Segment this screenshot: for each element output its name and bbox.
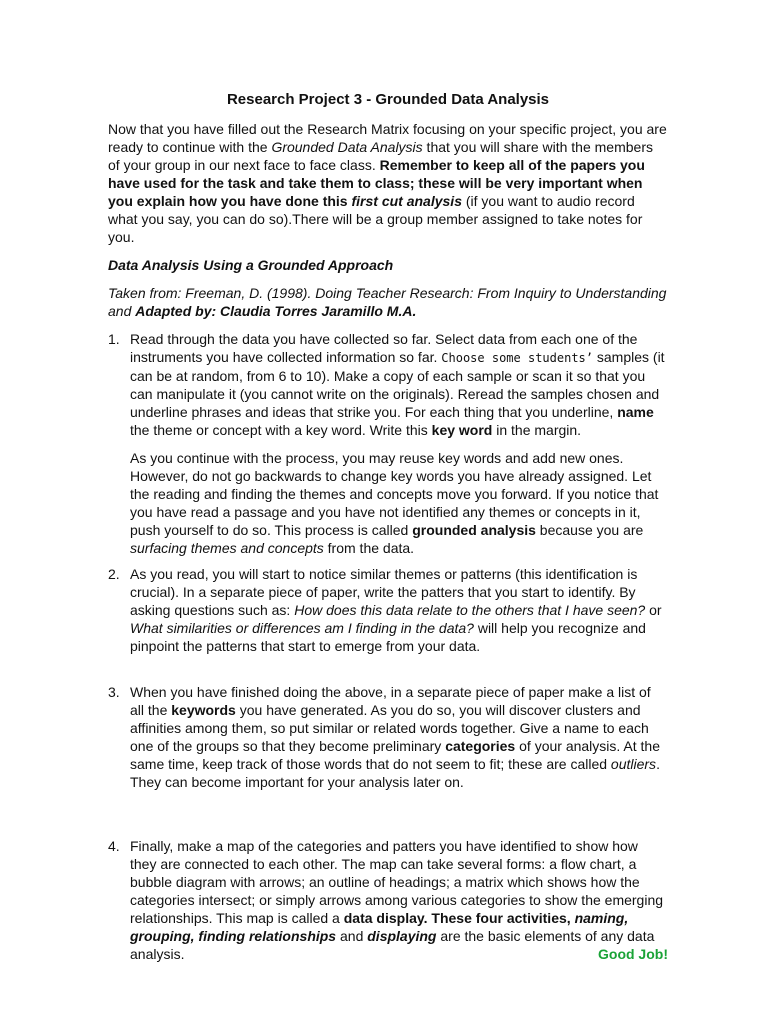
item-text-part: As you read, you will start to notice similar themes or patterns (this identification is crucial). In a separate piece of paper, write the patters that you start to identify. By asking questions such as: (130, 566, 638, 618)
list-item (108, 565, 668, 655)
item-italic: outliers (610, 756, 657, 772)
steps-list (108, 330, 668, 963)
item-text-part: the theme or concept with a key word. Write this (130, 422, 432, 438)
intro-text: (if you want to audio record what you say, you can do so).There will be a group member assigned to take notes for you. (108, 193, 643, 245)
item-bold-italic: displaying (367, 928, 437, 944)
item-bold: name (617, 404, 654, 420)
intro-text: Now that you have filled out the Research Matrix focusing on your specific project, you are ready to continue with the (108, 121, 667, 155)
page-title: Research Project 3 - Grounded Data Analysis (226, 91, 550, 108)
item-bold: key word (431, 422, 493, 438)
source-citation (108, 284, 668, 320)
item-text-part: . They can become important for your analysis later on. (130, 756, 660, 790)
item-bold: keywords (171, 702, 236, 718)
list-item (108, 837, 668, 963)
item-number: 1. (108, 331, 120, 347)
item-text (130, 837, 668, 963)
list-item (108, 330, 668, 557)
item-text-part: in the margin. (492, 422, 582, 438)
item-text-part: As you continue with the process, you may reuse key words and add new ones. However, do not go backwards to change key words you have already assigned. Let the reading and finding the themes and concepts move you forward. If you notice that you have read a passage and you have not identified any themes or concepts in it, push yourself to do so. This process is called (130, 450, 659, 538)
section-title: Data Analysis Using a Grounded Approach (108, 257, 394, 273)
item-number: 3. (108, 684, 120, 700)
list-item (108, 683, 668, 791)
intro-emphasis: Grounded Data Analysis (271, 139, 423, 155)
item-text-part: Read through the data you have collected so far. Select data from each one of the instruments you have collected information so far. (130, 331, 638, 365)
item-text-part: or (645, 602, 662, 618)
item-text-part: Finally, make a map of the categories and patters you have identified to show how they are connected to each other. The map can take several forms: a flow chart, a bubble diagram with arrows; an outline of headings; a matrix which shows how the categories intersect; or simply arrows among various categories to show the emerging relationships. This map is called a (130, 838, 664, 926)
item-text-part: because you are (535, 522, 644, 538)
item-bold-italic: naming, grouping, finding relationships (130, 910, 629, 944)
item-text-part: and (336, 928, 368, 944)
intro-bold-italic: first cut analysis (351, 193, 462, 209)
item-bold: grounded analysis (412, 522, 536, 538)
item-text-part: you have generated. As you do so, you will discover clusters and affinities among them, so put similar or related words together. Give a name to each one of the groups so that they become preliminary (130, 702, 649, 754)
item-text-part: of your analysis. At the same time, keep track of those words that do not seem to fit; these are called (130, 738, 660, 772)
item-number: 2. (108, 566, 120, 582)
item-italic: What similarities or differences am I finding in the data? (130, 620, 474, 636)
intro-paragraph (108, 120, 668, 246)
citation-text: Taken from: Freeman, D. (1998). Doing Teacher Research: From Inquiry to Understanding and (108, 285, 667, 319)
item-text-part: will help you recognize and pinpoint the patterns that start to emerge from your data. (130, 620, 646, 654)
item-bold: data display. These four activities, (343, 910, 575, 926)
item-text-part: from the data. (323, 540, 415, 556)
item-number: 4. (108, 838, 120, 854)
item-italic: How does this data relate to the others that I have seen? (294, 602, 646, 618)
item-text-mono: Choose some students’ (441, 351, 593, 365)
item-text (130, 330, 668, 439)
intro-text: that you will share with the members of your group in our next face to face class. (108, 139, 653, 173)
adapted-by: Adapted by: Claudia Torres Jaramillo M.A. (135, 303, 417, 319)
item-text-part: are the basic elements of any data analysis. (130, 928, 655, 962)
item-text (130, 565, 668, 655)
item-bold: categories (445, 738, 516, 754)
item-text (130, 683, 668, 791)
item-subparagraph (130, 449, 668, 557)
item-text-part: When you have finished doing the above, in a separate piece of paper make a list of all the (130, 684, 651, 718)
intro-bold-reminder: Remember to keep all of the papers you have used for the task and take them to class; these will be very important when you explain how you have done this (108, 157, 645, 209)
item-italic: surfacing themes and concepts (130, 540, 324, 556)
good-job-note: Good Job! (598, 946, 668, 962)
item-text-part: samples (it can be at random, from 6 to 10). Make a copy of each sample or scan it so that you can manipulate it (you cannot write on the originals). Reread the samples chosen and underline phrases and ideas that strike you. For each thing that you underline, (130, 349, 665, 420)
